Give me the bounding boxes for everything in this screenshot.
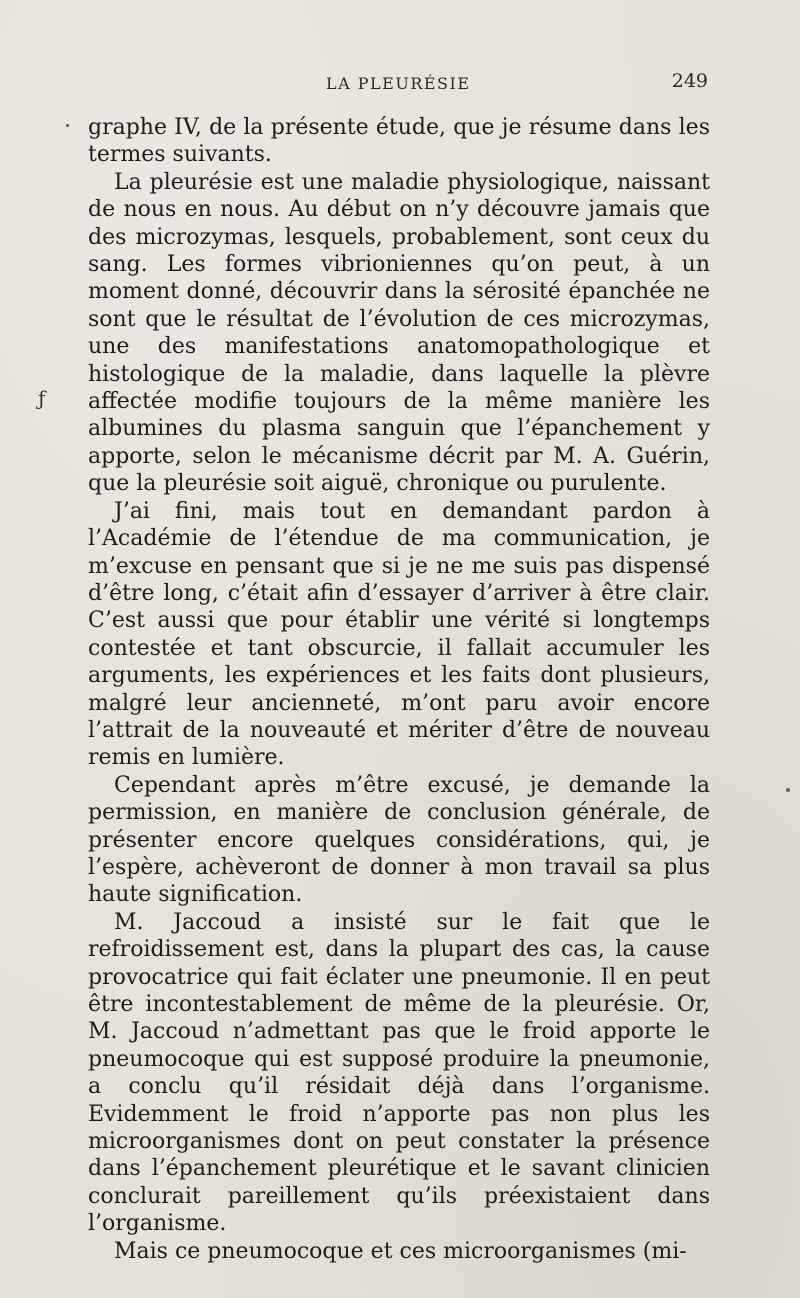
page-header	[88, 70, 710, 98]
margin-speck	[786, 788, 790, 792]
body-text	[88, 114, 710, 1265]
paragraph-truncated: Mais ce pneumocoque et ces microorganismes (mi-	[114, 1238, 687, 1264]
paragraph: M. Jaccoud a insisté sur le fait que le refroidissement est, dans la plupart des cas, la cause provocatrice qui fait éclater une pneumonie. Il en peut être incontestablement de même de la pleurésie. Or, M. Jaccoud n’admettant pas que le froid apporte le pneumocoque qui est supposé produire la pneumonie, a conclu qu’il résidait déjà dans l’organisme. Evidemment le froid n’apporte pas non plus les microorganismes dont on peut constater la présence dans l’épanchement pleurétique et le savant clinicien conclurait pareillement qu’ils préexistaient dans l’organisme.	[88, 909, 710, 1237]
paragraph: Cependant après m’être excusé, je demande la permission, en manière de conclusion générale, de présenter encore quelques considérations, qui, je l’espère, achèveront de donner à mon travail sa plus haute signification.	[88, 772, 710, 908]
page-number: 249	[671, 70, 708, 92]
margin-speck	[66, 124, 69, 127]
paragraph: La pleurésie est une maladie physiologique, naissant de nous en nous. Au début on n’y découvre jamais que des microzymas, lesquels, probablement, sont ceux du sang. Les formes vibrioniennes qu’on peut, à un moment donné, découvrir dans la sérosité épanchée ne sont que le résultat de l’évolution de ces microzymas, une des manifestations anatomopathologique et histologique de la maladie, dans laquelle la plèvre affectée modifie toujours de la même manière les albumines du plasma sanguin que l’épanchement y apporte, selon le mécanisme décrit par M. A. Guérin, que la pleurésie soit aiguë, chronique ou purulente.	[88, 169, 710, 497]
running-title: LA PLEURÉSIE	[326, 74, 471, 93]
margin-pencil-mark: ƒ	[38, 386, 46, 410]
paragraph: J’ai fini, mais tout en demandant pardon à l’Académie de l’étendue de ma communication, je m’excuse en pensant que si je ne me suis pas dispensé d’être long, c’était afin d’essayer d’arriver à être clair. C’est aussi que pour établir une vérité si longtemps contestée et tant obscurcie, il fallait accumuler les arguments, les expériences et les faits dont plusieurs, malgré leur ancienneté, m’ont paru avoir encore l’attrait de la nouveauté et mériter d’être de nouveau remis en lumière.	[88, 498, 710, 771]
paragraph-continued: graphe IV, de la présente étude, que je résume dans les termes suivants.	[88, 115, 710, 168]
